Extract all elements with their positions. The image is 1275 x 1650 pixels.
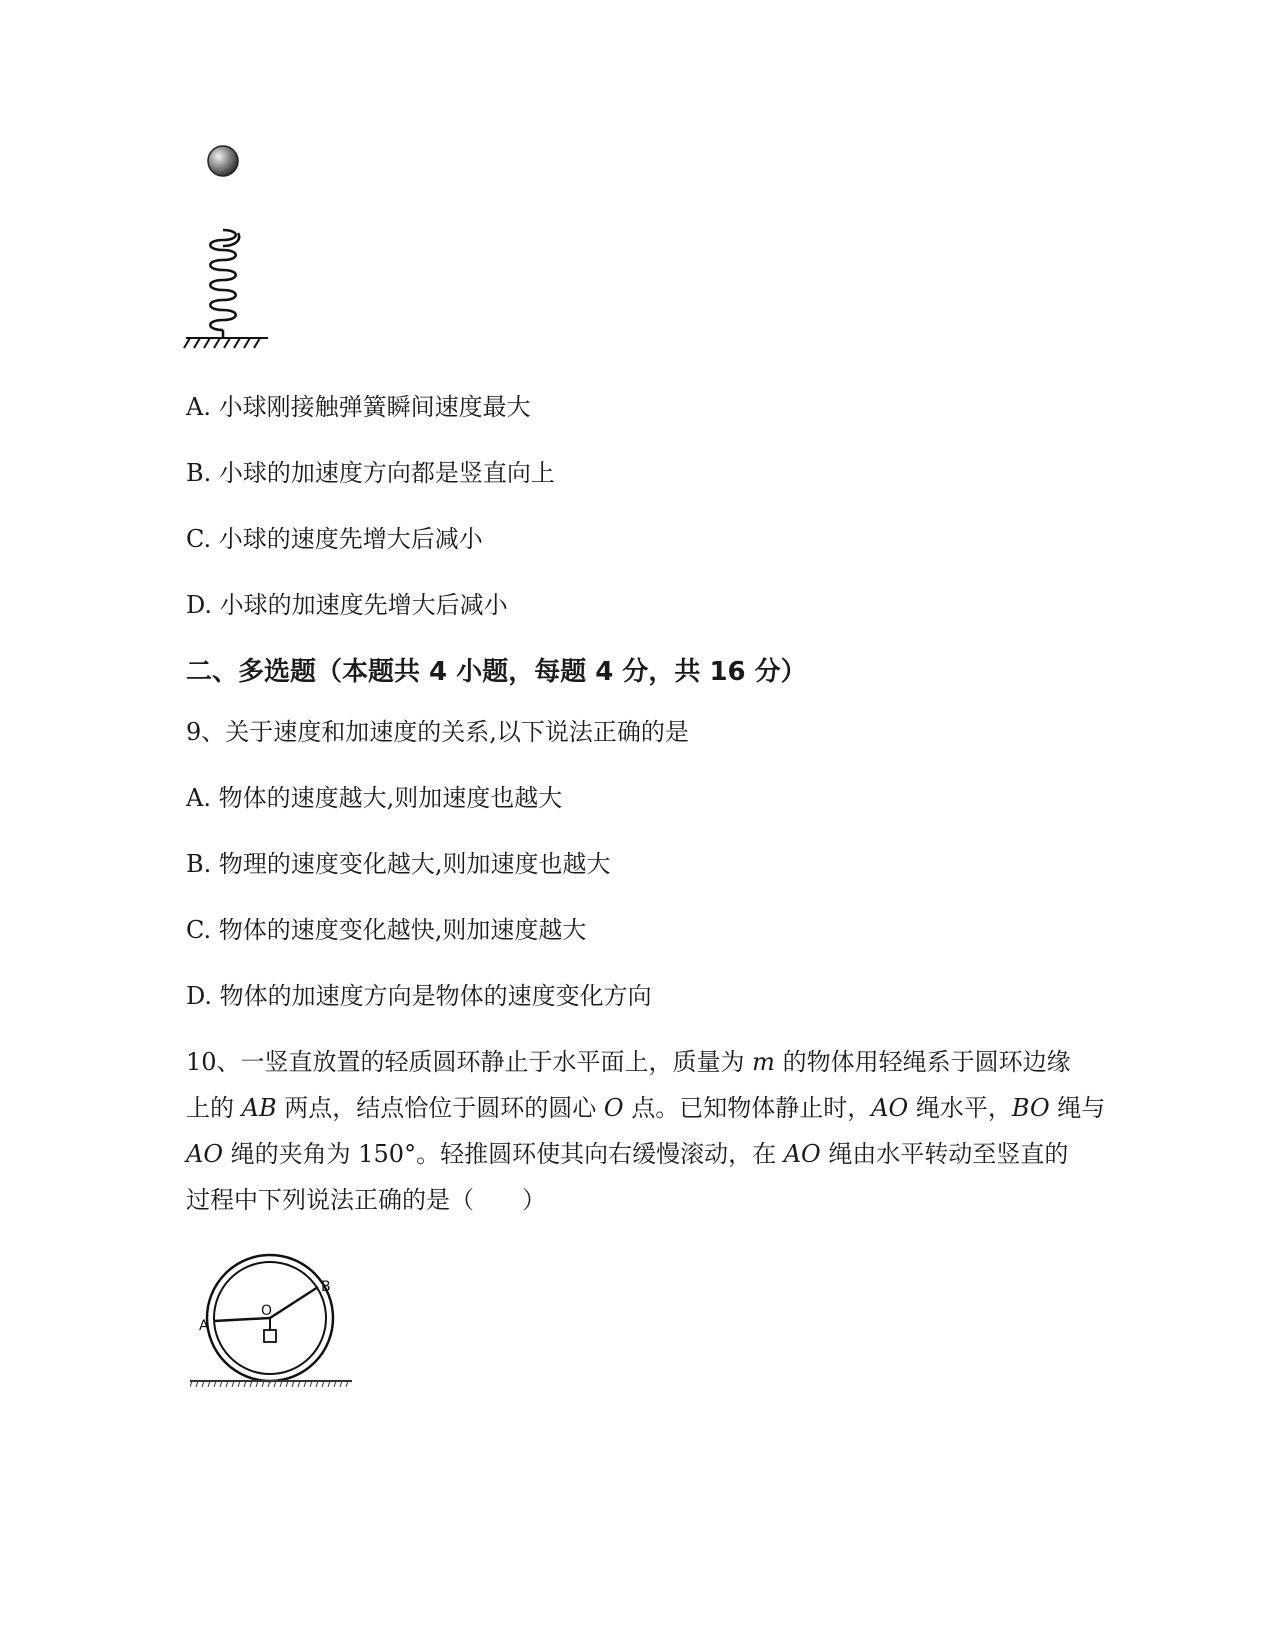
q8-option-a: A. 小球刚接触弹簧瞬间速度最大 (186, 393, 531, 421)
q10-var-ao: AO (871, 1094, 909, 1122)
q10-text: 绳水平， (908, 1094, 1012, 1122)
q10-text: 的物体用轻绳系于圆环边缘 (774, 1048, 1071, 1076)
q10-stem-line4: 过程中下列说法正确的是（ ） (186, 1186, 546, 1214)
q10-var-o: O (603, 1094, 624, 1122)
label-o: O (261, 1303, 273, 1319)
q10-text: 绳与 (1049, 1094, 1106, 1122)
ring-figure (190, 1250, 370, 1390)
q8-option-c: C. 小球的速度先增大后减小 (186, 525, 483, 553)
q10-stem-line1 (186, 1047, 1071, 1077)
rope-bo (270, 1287, 318, 1318)
q9-option-a: A. 物体的速度越大,则加速度也越大 (186, 784, 563, 812)
q10-text: 10、一竖直放置的轻质圆环静止于水平面上，质量为 (186, 1048, 753, 1076)
q9-option-b: B. 物理的速度变化越大,则加速度也越大 (186, 850, 611, 878)
section-heading: 二、多选题（本题共 4 小题，每题 4 分，共 16 分） (186, 657, 807, 687)
q10-text: 上的 (186, 1094, 242, 1122)
ball-spring-figure (180, 140, 280, 355)
q10-var-bo: BO (1011, 1094, 1050, 1122)
q10-stem-line2 (186, 1093, 1105, 1123)
q8-option-b: B. 小球的加速度方向都是竖直向上 (186, 459, 555, 487)
q10-text: 绳由水平转动至竖直的 (820, 1140, 1069, 1168)
label-b: B (321, 1279, 331, 1295)
q9-option-d: D. 物体的加速度方向是物体的速度变化方向 (186, 982, 652, 1010)
ground-surface (190, 1381, 352, 1387)
hanging-block (264, 1330, 276, 1342)
q10-var-ao: AO (783, 1140, 821, 1168)
q10-stem-line3 (186, 1139, 1068, 1169)
q10-text: 绳的夹角为 150°。轻推圆环使其向右缓慢滚动，在 (223, 1140, 784, 1168)
q9-option-c: C. 物体的速度变化越快,则加速度越大 (186, 916, 587, 944)
q10-text: 两点，结点恰位于圆环的圆心 (276, 1094, 604, 1122)
q10-var-ab: AB (241, 1094, 277, 1122)
q9-stem: 9、关于速度和加速度的关系,以下说法正确的是 (186, 718, 689, 746)
q8-option-d: D. 小球的加速度先增大后减小 (186, 591, 508, 619)
q10-var-ao: AO (186, 1140, 224, 1168)
q10-var-m: m (752, 1048, 775, 1076)
label-a: A (199, 1318, 209, 1334)
spring (210, 230, 239, 338)
ball (208, 146, 238, 176)
q10-text: 点。已知物体静止时， (623, 1094, 872, 1122)
ground-hatch (184, 338, 268, 348)
